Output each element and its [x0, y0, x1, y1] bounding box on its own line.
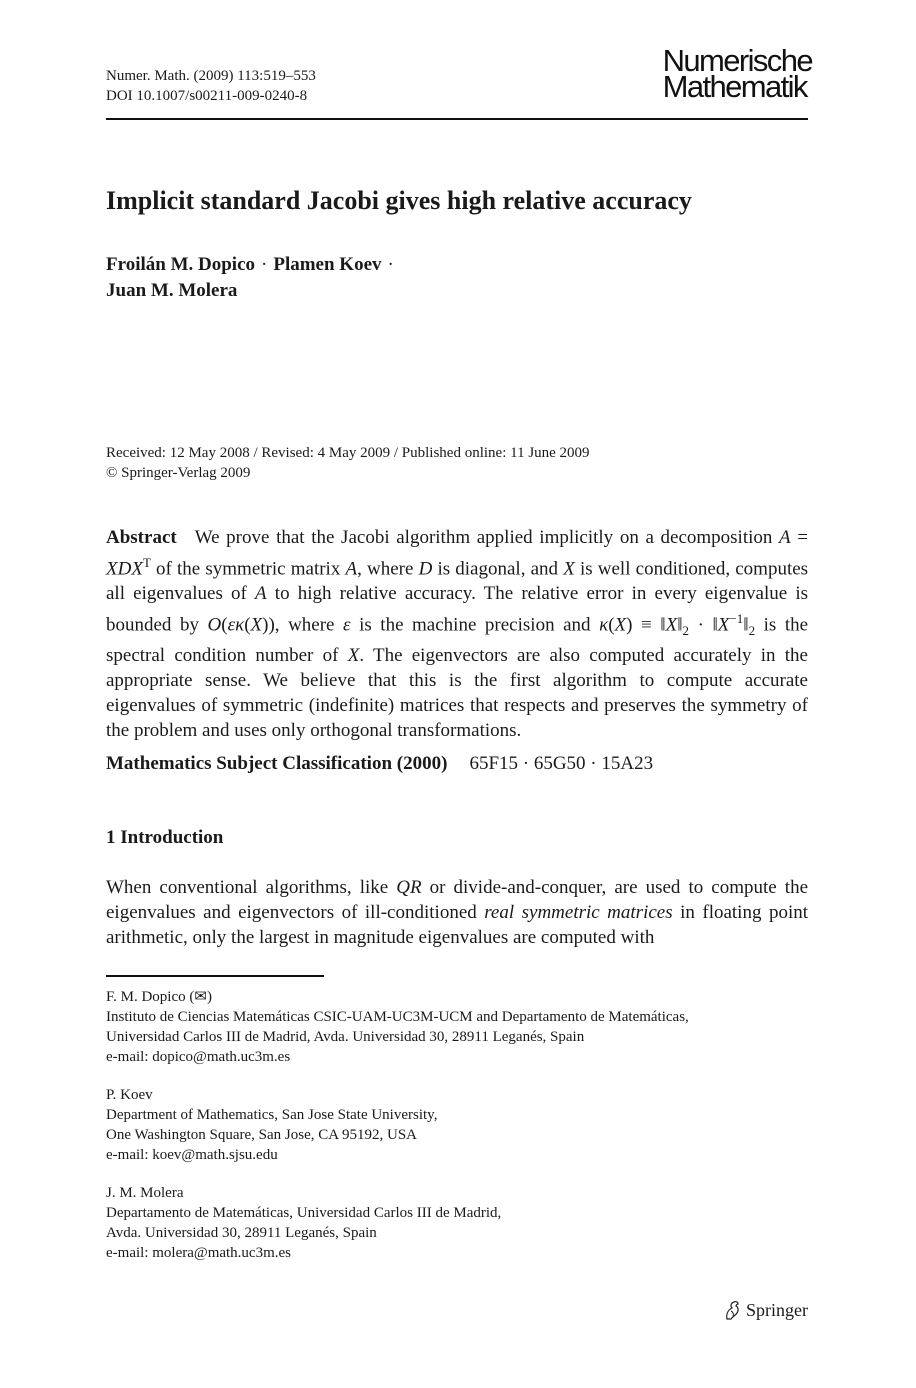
publisher-mark: [723, 1298, 808, 1322]
journal-logo: [662, 43, 812, 104]
msc-label: Mathematics Subject Classification (2000): [106, 753, 448, 774]
publication-dates: [106, 443, 590, 483]
paper-title: Implicit standard Jacobi gives high relative accuracy: [106, 186, 692, 215]
author-separator: ·: [261, 254, 268, 275]
author-molera: Juan M. Molera: [106, 280, 238, 301]
email-molera: e-mail: molera@math.uc3m.es: [106, 1245, 292, 1261]
affiliation-molera: J. M. Molera Departamento de Matemáticas, Universidad Carlos III de Madrid, Avda. Universidad 30, 28911 Leganés, Spain e-mail: molera@math.uc3m.es: [106, 1183, 826, 1263]
msc-codes: 65F15 · 65G50 · 15A23: [469, 753, 654, 774]
logo-line-2: Mathematik: [662, 69, 807, 104]
msc-classification: [106, 751, 653, 776]
abstract: Abstract We prove that the Jacobi algorithm applied implicitly on a decomposition $A = XDX^T$ of the symmetric matrix A, where D is diagonal, and X is well conditioned, computes all eigenvalues of A to high relative accuracy. The relative error in every eigenvalue is bounded by O(εκ(X)), where ε is the machine precision and $\kappa(X) \equiv ‖X‖_2$ · $‖X^{-1}‖_2$ is the spectral condition number of X. The eigenvectors are also computed accurately in the appropriate sense. We believe that this is the first algorithm to compute accurate eigenvalues of symmetric (indefinite) matrices that respects and preserves the symmetry of the problem and uses only orthogonal transformations.: [106, 527, 809, 742]
affiliation-koev: P. Koev Department of Mathematics, San Jose State University, One Washington Square, San Jose, CA 95192, USA e-mail: koev@math.sjsu.edu: [106, 1085, 826, 1165]
abstract-label: Abstract: [106, 527, 177, 548]
publisher-name: Springer: [746, 1300, 808, 1320]
section-heading: [106, 825, 223, 850]
logo-line-1: Numerische: [662, 43, 812, 78]
journal-reference: [106, 66, 316, 106]
affiliation-dopico: F. M. Dopico (✉) Instituto de Ciencias Matemáticas CSIC-UAM-UC3M-UCM and Departamento de Matemáticas, Universidad Carlos III de Madrid, Avda. Universidad 30, 28911 Leganés, Spain e-mail: dopico@math.uc3m.es: [106, 987, 826, 1067]
doi: DOI 10.1007/s00211-009-0240-8: [106, 88, 308, 104]
section-title: Introduction: [120, 827, 224, 848]
springer-horse-icon: [723, 1299, 741, 1321]
author-list: [106, 252, 400, 304]
email-koev: e-mail: koev@math.sjsu.edu: [106, 1147, 278, 1163]
copyright-line: © Springer-Verlag 2009: [106, 465, 251, 481]
author-koev: Plamen Koev: [273, 254, 382, 275]
intro-paragraph: When conventional algorithms, like QR or divide-and-conquer, are used to compute the eigenvalues and eigenvectors of ill-conditioned real symmetric matrices in floating point arithmetic, only the largest in magnitude eigenvalues are computed with: [106, 877, 809, 948]
header-rule: [106, 118, 808, 120]
journal-citation: Numer. Math. (2009) 113:519–553: [106, 68, 316, 84]
author-dopico: Froilán M. Dopico: [106, 254, 256, 275]
section-number: 1: [106, 827, 116, 848]
author-separator: ·: [387, 254, 394, 275]
email-dopico: e-mail: dopico@math.uc3m.es: [106, 1049, 291, 1065]
footnote-rule: [106, 975, 324, 977]
dates-line: Received: 12 May 2008 / Revised: 4 May 2009 / Published online: 11 June 2009: [106, 445, 590, 461]
